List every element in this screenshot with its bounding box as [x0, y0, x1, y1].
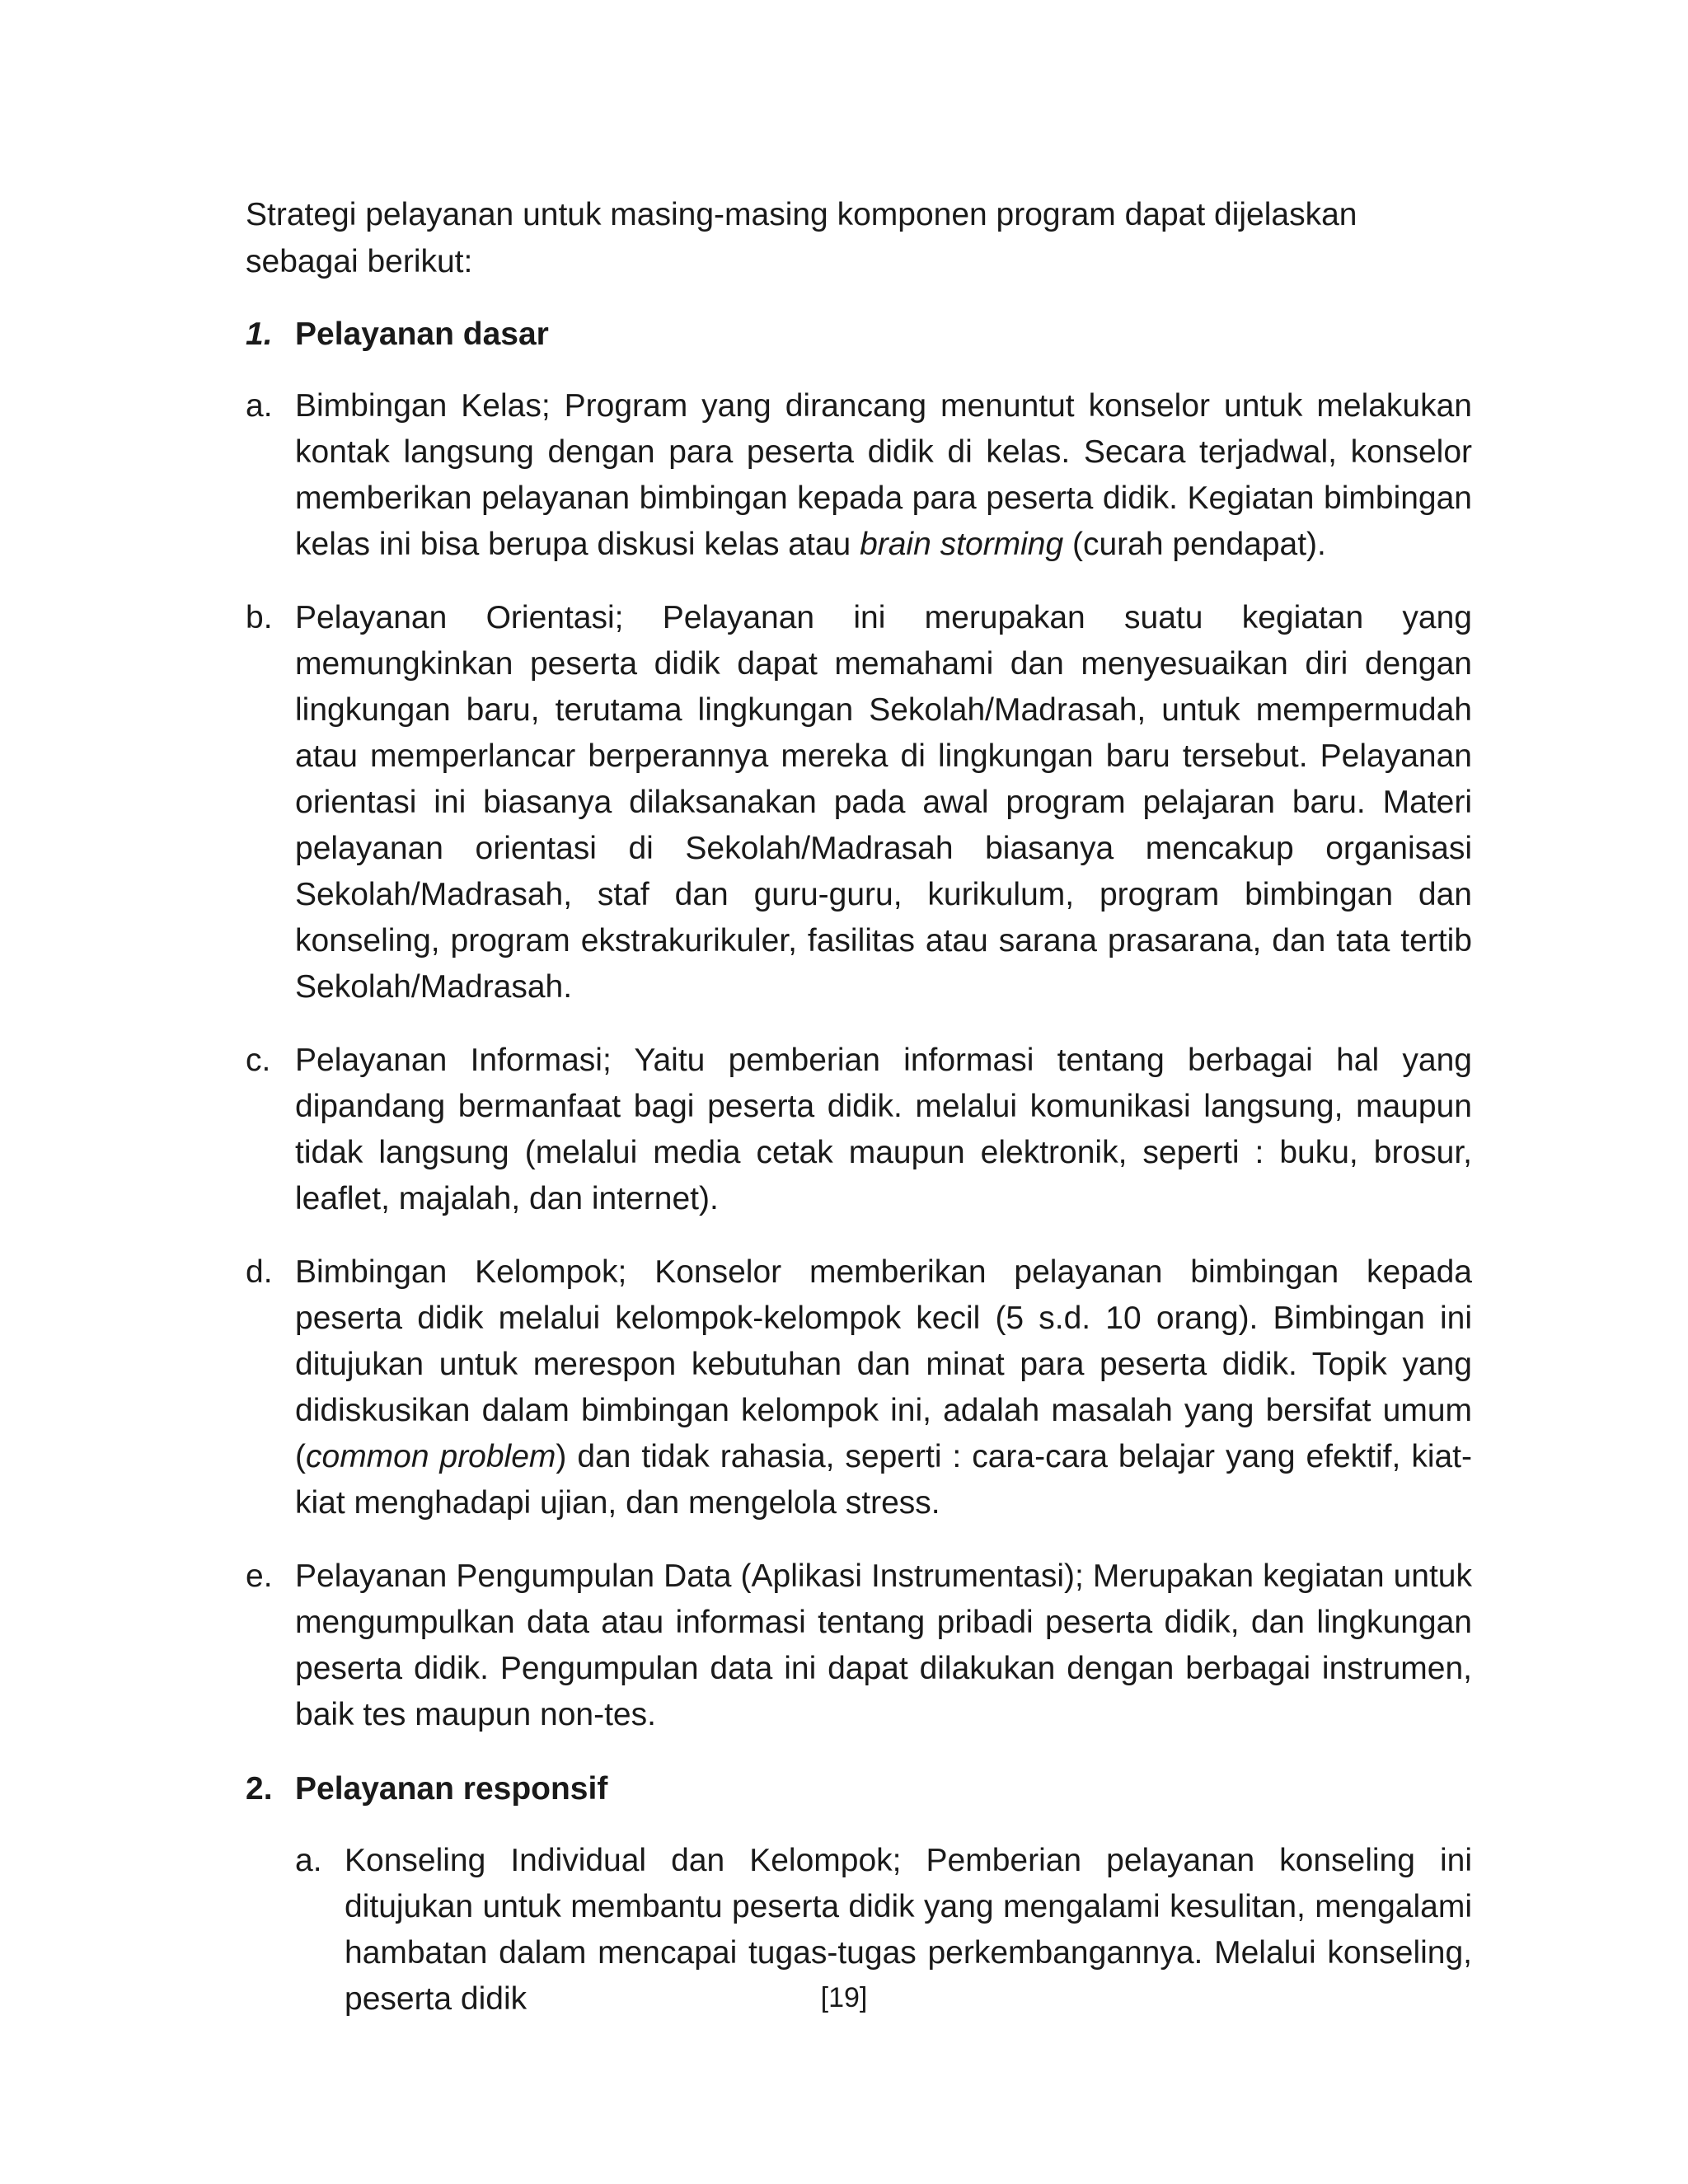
section-number: 1.	[246, 316, 273, 352]
list-item-b	[246, 595, 1472, 1010]
list-item-d	[246, 1249, 1472, 1526]
list-marker: a.	[246, 388, 273, 424]
section-title: Pelayanan dasar	[295, 316, 549, 352]
list-item-text	[295, 383, 1472, 568]
list-item-e	[246, 1554, 1472, 1738]
list-item-text: Pelayanan Pengumpulan Data (Aplikasi Instrumentasi); Merupakan kegiatan untuk mengumpulkan data atau informasi tentang pribadi peserta didik, dan lingkungan peserta didik. Pengumpulan data ini dapat dilakukan dengan berbagai instrumen, baik tes maupun non-tes.	[295, 1558, 1472, 1732]
text-run: Bimbingan Kelompok; Konselor memberikan pelayanan bimbingan kepada peserta didik melalui kelompok-kelompok kecil (5 s.d. 10 orang). Bimbingan ini ditujukan untuk merespon kebutuhan dan minat para peserta didik. Topik yang didiskusikan dalam bimbingan kelompok ini, adalah masalah yang bersifat umum (	[295, 1254, 1472, 1474]
text-run: ) dan tidak rahasia, seperti : cara-cara belajar yang efektif, kiat-kiat menghadapi ujian, dan mengelola stress.	[295, 1439, 1472, 1521]
italic-term: common problem	[306, 1439, 556, 1474]
section-title: Pelayanan responsif	[295, 1771, 608, 1807]
list-item-c	[246, 1038, 1472, 1222]
intro-paragraph: Strategi pelayanan untuk masing-masing komponen program dapat dijelaskan sebagai berikut:	[246, 197, 1357, 279]
document-page	[246, 191, 1472, 2050]
italic-term: brain storming	[860, 527, 1064, 562]
list-item-text: Konseling Individual dan Kelompok; Pemberian pelayanan konseling ini ditujukan untuk membantu peserta didik yang mengalami kesulitan, mengalami hambatan dalam mencapai tugas-tugas perkembangannya. Melalui konseling, peserta didik	[345, 1843, 1472, 2017]
section-heading-1	[246, 311, 1472, 358]
section-heading-2	[246, 1765, 1472, 1812]
list-item-text: Pelayanan Orientasi; Pelayanan ini merupakan suatu kegiatan yang memungkinkan peserta didik dapat memahami dan menyesuaikan diri dengan lingkungan baru, terutama lingkungan Sekolah/Madrasah, untuk mempermudah atau memperlancar berperannya mereka di lingkungan baru tersebut. Pelayanan orientasi ini biasanya dilaksanakan pada awal program pelajaran baru. Materi pelayanan orientasi di Sekolah/Madrasah biasanya mencakup organisasi Sekolah/Madrasah, staf dan guru-guru, kurikulum, program bimbingan dan konseling, program ekstrakurikuler, fasilitas atau sarana prasarana, dan tata tertib Sekolah/Madrasah.	[295, 600, 1472, 1005]
list-item-a	[246, 383, 1472, 568]
page-number: [19]	[820, 1982, 868, 2013]
list-marker: c.	[246, 1043, 271, 1078]
list-item-text	[295, 1249, 1472, 1526]
list-marker: e.	[246, 1558, 273, 1594]
list-marker: a.	[295, 1843, 322, 1878]
list-item-text: Pelayanan Informasi; Yaitu pemberian informasi tentang berbagai hal yang dipandang bermanfaat bagi peserta didik. melalui komunikasi langsung, maupun tidak langsung (melalui media cetak maupun elektronik, seperti : buku, brosur, leaflet, majalah, dan internet).	[295, 1043, 1472, 1216]
list-marker: b.	[246, 600, 273, 635]
text-run: (curah pendapat).	[1063, 527, 1326, 562]
section-number: 2.	[246, 1771, 273, 1807]
list-marker: d.	[246, 1254, 273, 1290]
text-run: Bimbingan Kelas; Program yang dirancang menuntut konselor untuk melakukan kontak langsung dengan para peserta didik di kelas. Secara terjadwal, konselor memberikan pelayanan bimbingan kepada para peserta didik. Kegiatan bimbingan kelas ini bisa berupa diskusi kelas atau	[295, 388, 1472, 562]
